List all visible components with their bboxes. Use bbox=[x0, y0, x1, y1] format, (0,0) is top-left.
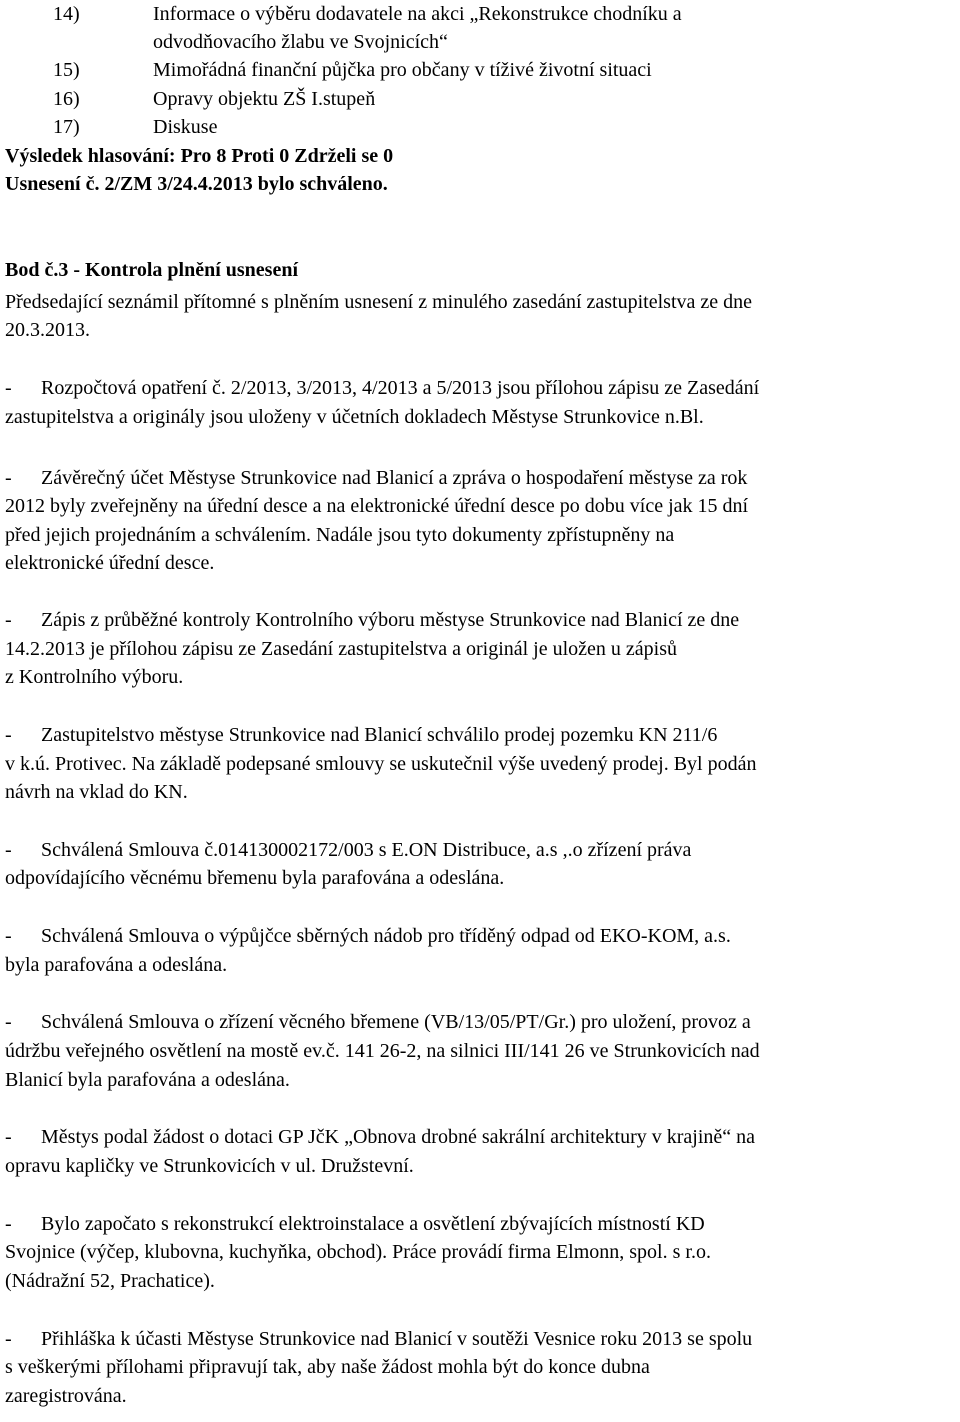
agenda-text: odvodňovacího žlabu ve Svojnicích“ bbox=[153, 31, 448, 53]
agenda-number: 17) bbox=[53, 116, 80, 138]
dash-marker: - bbox=[5, 1126, 12, 1148]
item-text: (Nádražní 52, Prachatice). bbox=[5, 1270, 215, 1292]
item-text: Přihláška k účasti Městyse Strunkovice nad Blanicí v soutěži Vesnice roku 2013 se spolu bbox=[41, 1328, 753, 1350]
vote-result: Výsledek hlasování: Pro 8 Proti 0 Zdrželi se 0 bbox=[5, 145, 394, 167]
section-intro-line: 20.3.2013. bbox=[5, 319, 90, 341]
item-text: odpovídajícího věcnému břemenu byla parafována a odeslána. bbox=[5, 867, 505, 889]
item-text: Zápis z průběžné kontroly Kontrolního výboru městyse Strunkovice nad Blanicí ze dne bbox=[41, 609, 740, 631]
agenda-text: Opravy objektu ZŠ I.stupeň bbox=[153, 88, 376, 110]
item-text: Blanicí byla parafována a odeslána. bbox=[5, 1069, 290, 1091]
dash-marker: - bbox=[5, 467, 12, 489]
item-text: Schválená Smlouva č.014130002172/003 s E.ON Distribuce, a.s ,.o zřízení práva bbox=[41, 839, 692, 861]
item-text: Svojnice (výčep, klubovna, kuchyňka, obchod). Práce provádí firma Elmonn, spol. s r.o. bbox=[5, 1241, 711, 1263]
dash-marker: - bbox=[5, 1011, 12, 1033]
item-text: před jejich projednáním a schválením. Nadále jsou tyto dokumenty zpřístupněny na bbox=[5, 524, 675, 546]
item-text: Bylo započato s rekonstrukcí elektroinstalace a osvětlení zbývajících místností KD bbox=[41, 1213, 705, 1235]
bullet-item-first-line bbox=[5, 374, 759, 403]
dash-marker: - bbox=[5, 377, 12, 399]
item-text: byla parafována a odeslána. bbox=[5, 954, 228, 976]
agenda-number: 15) bbox=[53, 59, 80, 81]
agenda-text: Mimořádná finanční půjčka pro občany v tíživé životní situaci bbox=[153, 59, 652, 81]
item-text: s veškerými přílohami připravují tak, aby naše žádost mohla být do konce dubna bbox=[5, 1356, 650, 1378]
item-text: Schválená Smlouva o výpůjčce sběrných nádob pro tříděný odpad od EKO-KOM, a.s. bbox=[41, 925, 731, 947]
bullet-item-first-line bbox=[5, 922, 731, 951]
dash-marker: - bbox=[5, 1213, 12, 1235]
item-text: elektronické úřední desce. bbox=[5, 552, 215, 574]
dash-marker: - bbox=[5, 1328, 12, 1350]
dash-marker: - bbox=[5, 609, 12, 631]
item-text: Závěrečný účet Městyse Strunkovice nad Blanicí a zpráva o hospodaření městyse za rok bbox=[41, 467, 748, 489]
dash-marker: - bbox=[5, 724, 12, 746]
item-text: opravu kapličky ve Strunkovicích v ul. Družstevní. bbox=[5, 1155, 414, 1177]
item-text: Zastupitelstvo městyse Strunkovice nad Blanicí schválilo prodej pozemku KN 211/6 bbox=[41, 724, 718, 746]
bullet-item-first-line bbox=[5, 836, 691, 865]
resolution-status: Usnesení č. 2/ZM 3/24.4.2013 bylo schváleno. bbox=[5, 173, 388, 195]
item-text: 14.2.2013 je přílohou zápisu ze Zasedání zastupitelstva a originál je uložen u zápisů bbox=[5, 638, 678, 660]
bullet-item-first-line bbox=[5, 1325, 752, 1354]
dash-marker: - bbox=[5, 925, 12, 947]
bullet-item-first-line bbox=[5, 1123, 755, 1152]
agenda-text: Informace o výběru dodavatele na akci „Rekonstrukce chodníku a bbox=[153, 3, 682, 25]
section-intro-line: Předsedající seznámil přítomné s plněním usnesení z minulého zasedání zastupitelstva ze dne bbox=[5, 291, 753, 313]
item-text: Schválená Smlouva o zřízení věcného břemene (VB/13/05/PT/Gr.) pro uložení, provoz a bbox=[41, 1011, 751, 1033]
item-text: Rozpočtová opatření č. 2/2013, 3/2013, 4/2013 a 5/2013 jsou přílohou zápisu ze Zasedání bbox=[41, 377, 760, 399]
agenda-text: Diskuse bbox=[153, 116, 218, 138]
item-text: návrh na vklad do KN. bbox=[5, 781, 188, 803]
dash-marker: - bbox=[5, 839, 12, 861]
bullet-item-first-line bbox=[5, 721, 717, 750]
item-text: 2012 byly zveřejněny na úřední desce a na elektronické úřední desce po dobu více jak 15 dní bbox=[5, 495, 749, 517]
item-text: zaregistrována. bbox=[5, 1385, 127, 1407]
item-text: v k.ú. Protivec. Na základě podepsané smlouvy se uskutečnil výše uvedený prodej. Byl podán bbox=[5, 753, 757, 775]
bullet-item-first-line bbox=[5, 606, 739, 635]
item-text: zastupitelstva a originály jsou uloženy v účetních dokladech Městyse Strunkovice n.Bl. bbox=[5, 406, 704, 428]
agenda-number: 14) bbox=[53, 3, 80, 25]
bullet-item-first-line bbox=[5, 464, 747, 493]
item-text: Městys podal žádost o dotaci GP JčK „Obnova drobné sakrální architektury v krajině“ na bbox=[41, 1126, 756, 1148]
item-text: údržbu veřejného osvětlení na mostě ev.č. 141 26-2, na silnici III/141 26 ve Strunkovicích nad bbox=[5, 1040, 760, 1062]
agenda-number: 16) bbox=[53, 88, 80, 110]
bullet-item-first-line bbox=[5, 1008, 751, 1037]
section-heading: Bod č.3 - Kontrola plnění usnesení bbox=[5, 259, 299, 281]
bullet-item-first-line bbox=[5, 1210, 705, 1239]
item-text: z Kontrolního výboru. bbox=[5, 666, 184, 688]
